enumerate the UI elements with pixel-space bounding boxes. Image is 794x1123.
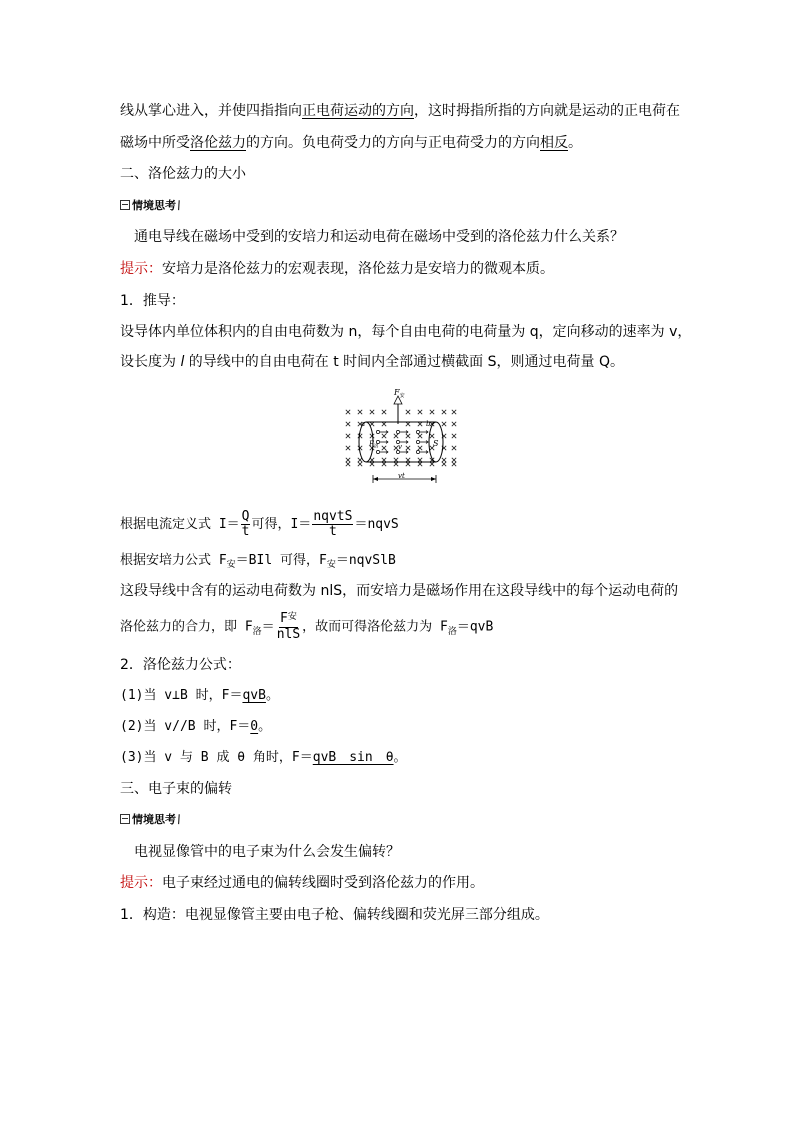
- charge-velocity-arrow: [380, 451, 388, 454]
- paragraph-line: [120, 133, 582, 153]
- moving-charges: [376, 430, 428, 453]
- subscript: 洛: [252, 626, 262, 637]
- field-cross: [452, 434, 456, 438]
- text-span: 的方向。负电荷受力的方向与正电荷受力的方向: [246, 135, 540, 151]
- numerator-text: F: [280, 611, 288, 626]
- charge-dot: [396, 430, 399, 433]
- text-span: 。: [258, 719, 272, 734]
- field-cross: [442, 422, 446, 426]
- field-cross: [346, 446, 350, 450]
- field-cross: [346, 434, 350, 438]
- tag-slash-icon: \: [174, 812, 184, 826]
- variable-l: l: [180, 354, 185, 370]
- charge-velocity-arrow: [420, 441, 428, 444]
- current-wire-magnetic-field-diagram: [340, 386, 460, 490]
- field-cross: [370, 434, 374, 438]
- field-cross: [346, 410, 350, 414]
- question-text: 电视显像管中的电子束为什么会发生偏转？: [134, 844, 400, 860]
- denominator: t: [328, 524, 337, 539]
- hint-text: 安培力是洛伦兹力的宏观表现，洛伦兹力是安培力的微观本质。: [162, 261, 554, 277]
- hint-label: 提示：: [120, 875, 162, 891]
- text-span: ，这时拇指所指的方向就是运动的正电荷在: [414, 103, 680, 119]
- field-cross: [452, 446, 456, 450]
- tag-label: 情境思考: [132, 813, 176, 826]
- charge-dot: [376, 430, 379, 433]
- label-b: b: [426, 420, 431, 428]
- text-span: 磁场中所受: [120, 135, 190, 151]
- fraction-nqvts-over-t: [312, 510, 353, 539]
- field-cross: [406, 434, 410, 438]
- charge-dot: [376, 440, 379, 443]
- context-thinking-tag: [120, 198, 184, 212]
- field-cross: [346, 422, 350, 426]
- underlined-answer: 正电荷运动的方向: [302, 103, 414, 119]
- paragraph-line: [120, 101, 680, 121]
- numerator: Q: [241, 509, 250, 524]
- field-cross: [430, 434, 434, 438]
- subheading: 1．推导：: [120, 293, 185, 309]
- numerator: [279, 612, 298, 628]
- field-cross: [394, 434, 398, 438]
- equation-ampere-force: [120, 551, 396, 572]
- field-cross: [442, 410, 446, 414]
- text-span: (1)当 v⊥B 时，F＝: [120, 688, 243, 703]
- field-cross: [406, 446, 410, 450]
- tag-box-icon: [120, 814, 130, 824]
- field-cross: [442, 462, 446, 466]
- underlined-answer: qvB sin θ: [312, 750, 394, 765]
- equation-current-definition: [120, 510, 399, 539]
- tag-slash-icon: \: [174, 198, 184, 212]
- text-span: ＝BIl 可得，F: [235, 553, 327, 568]
- fraction-q-over-t: [241, 510, 251, 539]
- superscript: 安: [287, 612, 297, 622]
- field-cross: [358, 446, 362, 450]
- underlined-answer: 0: [250, 719, 259, 734]
- denominator: nlS: [276, 627, 301, 642]
- hint-text: 电子束经过通电的偏转线圈时受到洛伦兹力的作用。: [162, 875, 484, 891]
- underlined-answer: qvB: [242, 688, 266, 703]
- field-cross: [346, 458, 350, 462]
- text-span: 设长度为: [120, 354, 181, 370]
- charge-velocity-arrow: [420, 431, 428, 434]
- field-cross: [430, 410, 434, 414]
- field-cross: [382, 410, 386, 414]
- field-cross: [418, 410, 422, 414]
- underlined-answer: 相反: [540, 135, 568, 151]
- formula-case-3: [120, 748, 407, 768]
- inner-force-label: $F_洛$: [369, 440, 379, 450]
- field-cross: [452, 458, 456, 462]
- text-span: 线从掌心进入，并使四指指向: [120, 103, 302, 119]
- force-label: $F_安$: [394, 388, 405, 399]
- section-heading: 二、洛伦兹力的大小: [120, 166, 246, 182]
- paragraph-line: 设导体内单位体积内的自由电荷数为 n，每个自由电荷的电荷量为 q，定向移动的速率为 v，: [120, 324, 692, 340]
- vt-arrow-left: [373, 477, 378, 481]
- section-heading: 三、电子束的偏转: [120, 781, 232, 797]
- field-cross: [418, 446, 422, 450]
- field-cross: [452, 422, 456, 426]
- text-span: ＝: [261, 619, 275, 635]
- numerator: nqvtS: [313, 509, 353, 524]
- structure-text: 1．构造：电视显像管主要由电子枪、偏转线圈和荧光屏三部分组成。: [120, 907, 549, 923]
- label-s: S: [433, 439, 439, 448]
- vt-label: vt: [398, 472, 405, 480]
- velocity-label: v: [398, 443, 402, 451]
- charge-dot: [416, 430, 419, 433]
- label-a: a: [361, 420, 366, 428]
- underlined-answer: 洛伦兹力: [190, 135, 246, 151]
- text-span: ＝nqvSlB: [335, 553, 396, 568]
- text-span: 。: [265, 688, 279, 703]
- charge-velocity-arrow: [420, 451, 428, 454]
- text-span: ＝nqvS: [354, 517, 399, 532]
- subheading: 2．洛伦兹力公式：: [120, 657, 241, 673]
- charge-dot: [376, 450, 379, 453]
- charge-dot: [416, 440, 419, 443]
- subscript: 安: [326, 560, 336, 570]
- text-span: 根据电流定义式 I＝: [120, 517, 240, 532]
- question-text: 通电导线在磁场中受到的安培力和运动电荷在磁场中受到的洛伦兹力什么关系？: [134, 229, 624, 245]
- current-label: I: [358, 433, 361, 440]
- field-cross: [452, 462, 456, 466]
- paragraph-line: 这段导线中含有的运动电荷数为 nlS，而安培力是磁场作用在这段导线中的每个运动电荷的: [120, 583, 679, 599]
- text-span: (2)当 v//B 时，F＝: [120, 719, 251, 734]
- field-cross: [452, 410, 456, 414]
- text-span: 。: [393, 750, 407, 765]
- field-cross: [418, 434, 422, 438]
- hint-line: [120, 873, 484, 893]
- field-cross: [346, 462, 350, 466]
- field-cross: [358, 462, 362, 466]
- text-span: (3)当 v 与 B 成 θ 角时，F＝: [120, 750, 313, 765]
- field-cross: [382, 434, 386, 438]
- subscript: 洛: [447, 626, 457, 637]
- tag-box-icon: [120, 200, 130, 210]
- field-cross: [382, 446, 386, 450]
- fraction-f-over-nls: [276, 612, 301, 642]
- charge-dot: [416, 450, 419, 453]
- text-span: 可得，I＝: [251, 517, 312, 532]
- tag-label: 情境思考: [132, 199, 176, 212]
- equation-lorentz-force: [120, 612, 493, 643]
- field-cross: [442, 458, 446, 462]
- context-thinking-tag: [120, 812, 184, 826]
- charge-velocity-arrow: [400, 431, 408, 434]
- formula-case-2: [120, 717, 271, 737]
- text-span: 洛伦兹力的合力，即 F: [120, 619, 253, 635]
- field-cross: [406, 410, 410, 414]
- charge-velocity-arrow: [380, 431, 388, 434]
- text-span: 。: [568, 135, 582, 151]
- magnetic-field-crosses: [346, 410, 456, 466]
- formula-case-1: [120, 686, 279, 706]
- text-span: 根据安培力公式 F: [120, 553, 227, 568]
- field-cross: [370, 410, 374, 414]
- field-cross: [358, 410, 362, 414]
- text-span: 的导线中的自由电荷在 t 时间内全部通过横截面 S，则通过电荷量 Q。: [184, 354, 624, 370]
- text-span: ＝qvB: [456, 619, 494, 635]
- text-span: ，故而可得洛伦兹力为 F: [302, 619, 448, 635]
- subscript: 安: [226, 560, 236, 570]
- vt-arrow-right: [431, 477, 436, 481]
- denominator: t: [241, 524, 250, 539]
- paragraph-line: [120, 352, 624, 372]
- charge-velocity-arrow: [380, 441, 388, 444]
- hint-line: [120, 259, 554, 279]
- hint-label: 提示：: [120, 261, 162, 277]
